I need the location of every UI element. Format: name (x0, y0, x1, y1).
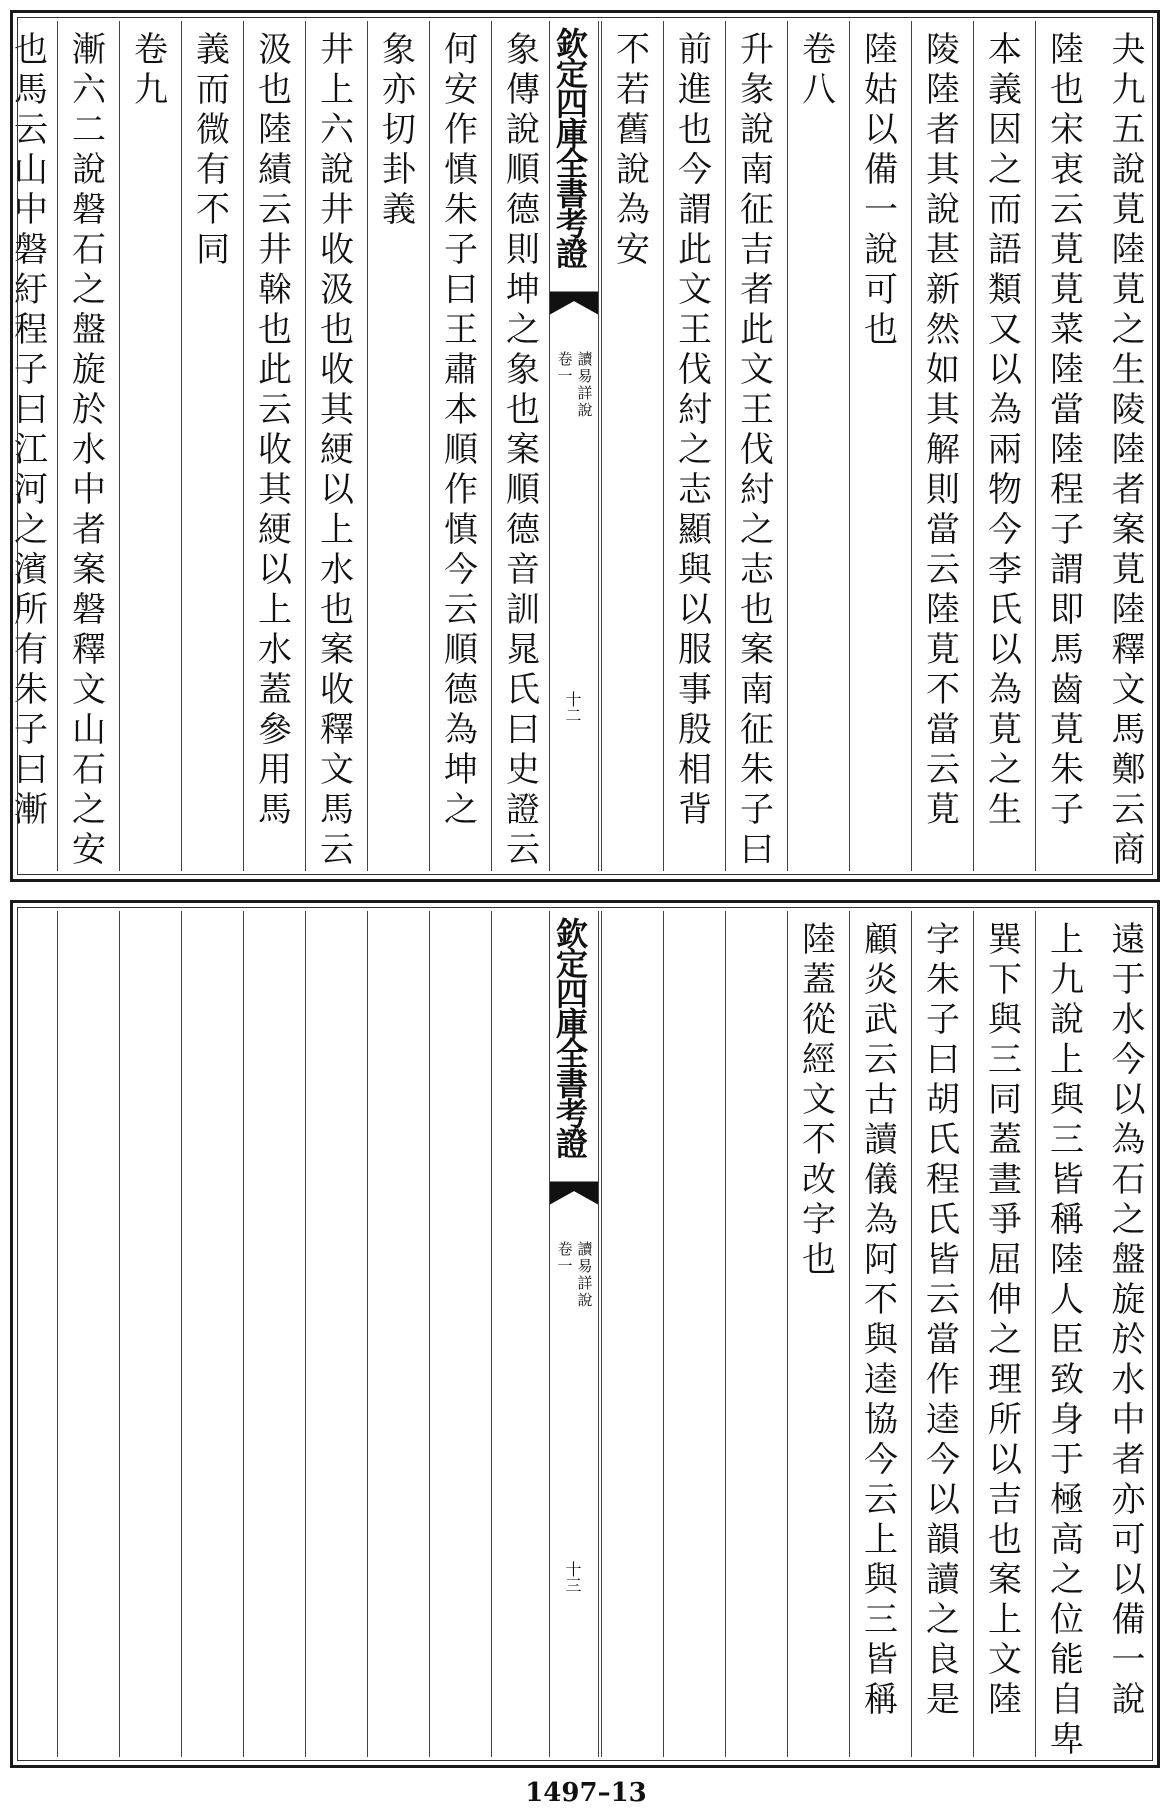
folio-number: 十二 (563, 691, 582, 723)
center-title: 欽定四庫全書考證 (551, 27, 589, 267)
center-volume: 卷一 (555, 1241, 574, 1275)
text-column (663, 911, 719, 1757)
column-text: 陸姑以備一說可也 (857, 31, 898, 351)
bottom-page (10, 900, 1160, 1768)
column-text: 義而微有不同 (189, 31, 230, 271)
text-column (181, 21, 237, 871)
column-text: 夬九五說莧陸莧之生陵陸者案莧陸釋文馬鄭云商 (1105, 31, 1145, 871)
text-column (787, 21, 843, 871)
column-text: 遠于水今以為石之盤旋於水中者亦可以備一說 (1105, 921, 1145, 1721)
column-text: 巽下與三同蓋晝爭屈伸之理所以吉也案上文陸 (981, 921, 1022, 1721)
column-text: 象傳說順德則坤之象也案順德音訓晁氏曰史證云 (499, 31, 540, 871)
column-text: 陸蓋從經文不改字也 (795, 921, 836, 1281)
column-text: 也馬云山中磐紆程子曰江河之濱所有朱子曰漸 (7, 31, 48, 831)
center-margin (549, 911, 599, 1757)
text-column (491, 911, 547, 1757)
text-column (305, 21, 361, 871)
text-column (491, 21, 547, 871)
text-column (181, 911, 237, 1757)
text-column (429, 911, 485, 1757)
text-column (243, 911, 299, 1757)
text-column (725, 911, 781, 1757)
column-text: 陵陸者其說甚新然如其解則當云陸莧不當云莧 (919, 31, 960, 831)
text-column (601, 21, 657, 871)
text-column (367, 911, 423, 1757)
column-text: 陸也宋衷云莧莧菜陸當陸程子謂即馬齒莧朱子 (1043, 31, 1084, 831)
text-column (849, 21, 905, 871)
text-column (787, 911, 843, 1757)
text-column (973, 21, 1029, 871)
text-column (1035, 21, 1091, 871)
column-text: 升彖說南征吉者此文王伐紂之志也案南征朱子曰 (733, 31, 774, 871)
text-column (119, 911, 175, 1757)
text-column (973, 911, 1029, 1757)
text-column (119, 21, 175, 871)
text-column (911, 911, 967, 1757)
column-text: 本義因之而語類又以為兩物今李氏以為莧之生 (981, 31, 1022, 831)
page-footer-number: 1497–13 (525, 1778, 647, 1808)
text-column (911, 21, 967, 871)
folio-number: 十三 (563, 1561, 582, 1593)
center-book: 讀易詳說 (575, 1241, 594, 1309)
top-page (7, 10, 1160, 882)
column-text: 卷九 (127, 31, 168, 111)
text-column (57, 21, 113, 871)
column-text: 不若舊說為安 (609, 31, 650, 271)
center-margin (549, 21, 599, 871)
text-column (1097, 21, 1153, 871)
text-column (601, 911, 657, 1757)
text-column (849, 911, 905, 1757)
column-text: 汲也陸績云井榦也此云收其綆以上水蓋參用馬 (251, 31, 292, 831)
column-text: 卷八 (795, 31, 836, 111)
text-column (1097, 911, 1153, 1757)
text-column (725, 21, 781, 871)
text-column (0, 21, 55, 871)
column-text: 象亦切卦義 (375, 31, 416, 231)
column-text: 井上六說井收汲也收其綆以上水也案收釋文馬云 (313, 31, 354, 871)
text-column (305, 911, 361, 1757)
column-text: 顧炎武云古讀儀為阿不與逵協今云上與三皆稱 (857, 921, 898, 1721)
fish-tail-ornament (550, 1181, 598, 1205)
column-text: 前進也今謂此文王伐紂之志顯與以服事殷相背 (671, 31, 712, 831)
center-volume: 卷一 (555, 351, 574, 385)
text-column (243, 21, 299, 871)
column-text: 漸六二說磐石之盤旋於水中者案磐釋文山石之安 (65, 31, 106, 871)
fish-tail-ornament (550, 291, 598, 315)
center-title: 欽定四庫全書考證 (551, 917, 589, 1157)
text-column (367, 21, 423, 871)
text-column (663, 21, 719, 871)
text-column (429, 21, 485, 871)
column-text: 上九說上與三皆稱陸人臣致身于極高之位能自卑 (1043, 921, 1084, 1761)
text-column (57, 911, 113, 1757)
column-text: 字朱子曰胡氏程氏皆云當作逵今以韻讀之良是 (919, 921, 960, 1721)
text-column (1035, 911, 1091, 1761)
center-book: 讀易詳說 (575, 351, 594, 419)
column-text: 何安作慎朱子曰王肅本順作慎今云順德為坤之 (437, 31, 478, 831)
